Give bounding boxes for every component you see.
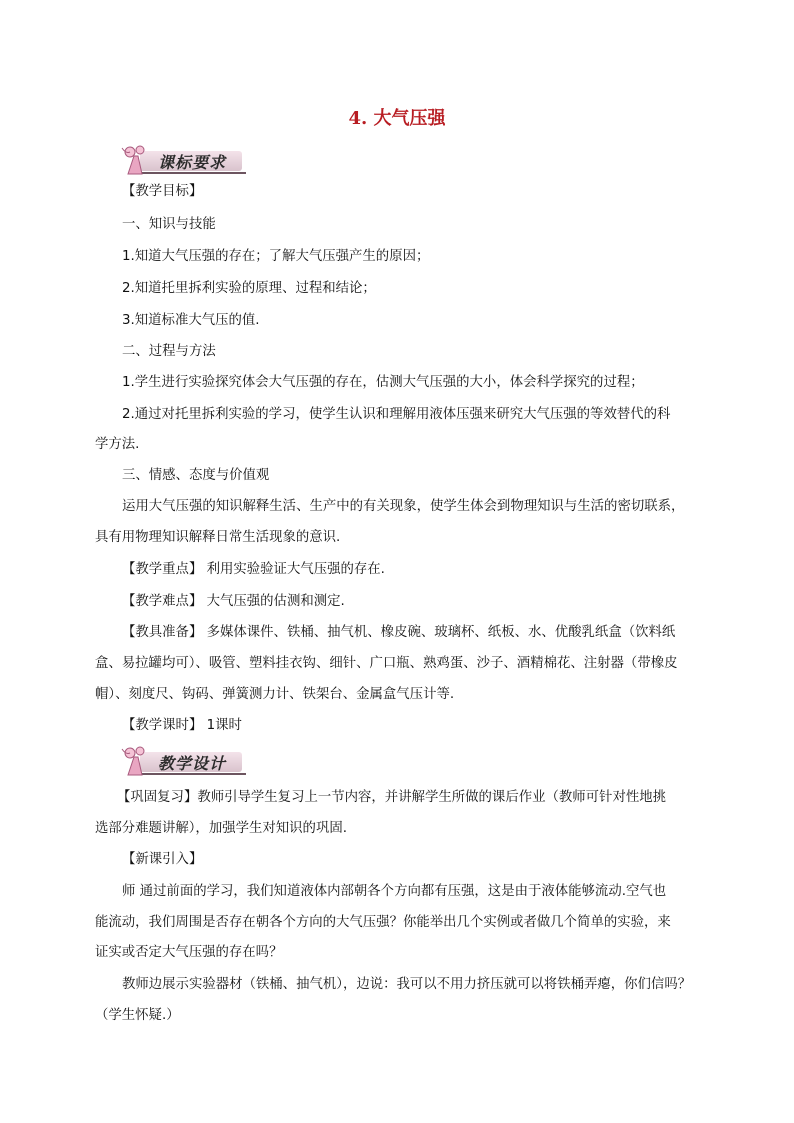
badge-label: 教学设计: [158, 754, 227, 773]
teacher-demo-line2: （学生怀疑.）: [95, 1008, 180, 1023]
teacher-line2: 能流动，我们周围是否存在朝各个方向的大气压强？你能举出几个实例或者做几个简单的实验，来: [95, 915, 671, 930]
teacher-line3: 证实或否定大气压强的存在吗？: [95, 945, 283, 960]
attitude-line1: 运用大气压强的知识解释生活、生产中的有关现象，使学生体会到物理知识与生活的密切联系，: [122, 499, 685, 514]
difficult-point: 【教学难点】 大气压强的估测和测定.: [122, 594, 345, 609]
method-2-line1: 2.通过对托里拆利实验的学习，使学生认识和理解用液体压强来研究大气压强的等效替代的科: [122, 407, 671, 422]
review-line1: 【巩固复习】教师引导学生复习上一节内容，并讲解学生所做的课后作业（教师可针对性地挑: [117, 790, 667, 805]
tools-line2: 盒、易拉罐均可）、吸管、塑料挂衣钩、细针、广口瓶、熟鸡蛋、沙子、酒精棉花、注射器（带橡皮: [95, 656, 678, 671]
key-point: 【教学重点】 利用实验验证大气压强的存在.: [122, 562, 385, 577]
class-hours: 【教学课时】 1课时: [122, 718, 242, 733]
knowledge-1: 1.知道大气压强的存在；了解大气压强产生的原因；: [122, 249, 430, 264]
section-knowledge: 一、知识与技能: [122, 217, 216, 232]
section-method: 二、过程与方法: [122, 344, 216, 359]
knowledge-3: 3.知道标准大气压的值.: [122, 313, 260, 328]
method-1: 1.学生进行实验探究体会大气压强的存在，估测大气压强的大小，体会科学探究的过程；: [122, 375, 644, 390]
section-attitude: 三、情感、态度与价值观: [122, 468, 270, 483]
teacher-line1: 师 通过前面的学习，我们知道液体内部朝各个方向都有压强，这是由于液体能够流动.空气也: [122, 884, 667, 899]
section-badge-design: [118, 745, 244, 779]
tools-line3: 帽）、刻度尺、钩码、弹簧测力计、铁架台、金属盒气压计等.: [95, 687, 455, 702]
section-badge-curriculum: [118, 144, 244, 178]
knowledge-2: 2.知道托里拆利实验的原理、过程和结论；: [122, 281, 376, 296]
intro-heading: 【新课引入】: [122, 852, 203, 867]
badge-label: 课标要求: [158, 153, 227, 172]
method-2-line2: 学方法.: [95, 437, 140, 452]
attitude-line2: 具有用物理知识解释日常生活现象的意识.: [95, 530, 341, 545]
teacher-demo-line1: 教师边展示实验器材（铁桶、抽气机），边说：我可以不用力挤压就可以将铁桶弄瘪，你们信吗？: [122, 977, 692, 992]
flower-pen-icon: [118, 745, 152, 779]
review-line2: 选部分难题讲解），加强学生对知识的巩固.: [95, 821, 347, 836]
tools-line1: 【教具准备】 多媒体课件、铁桶、抽气机、橡皮碗、玻璃杯、纸板、水、优酸乳纸盒（饮料纸: [122, 625, 676, 640]
flower-pen-icon: [118, 144, 152, 178]
goal-heading: 【教学目标】: [122, 184, 203, 199]
page-title: 4. 大气压强: [348, 108, 446, 129]
